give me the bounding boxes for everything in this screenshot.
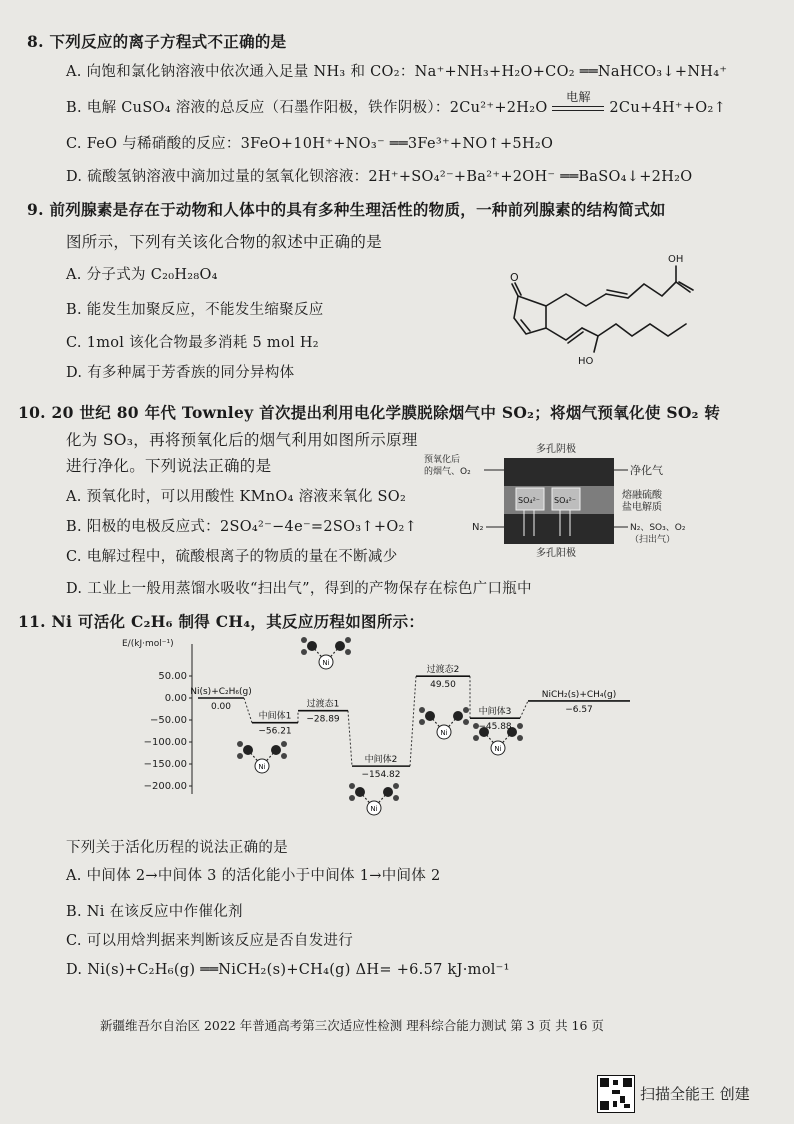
- outlet-sweep-gas: N₂、SO₃、O₂: [630, 523, 686, 533]
- q9-option-c: C. 1mol 该化合物最多消耗 5 mol H₂: [66, 335, 319, 351]
- state-name: NiCH₂(s)+CH₄(g): [541, 689, 617, 700]
- cathode-label: 多孔阴极: [536, 444, 576, 455]
- transition-path: [520, 701, 528, 718]
- y-tick-label: −100.00: [143, 737, 187, 748]
- hydrogen-atom: [349, 783, 355, 789]
- hydrogen-atom: [393, 795, 399, 801]
- molecule-sketch: [301, 637, 351, 669]
- y-tick-label: −50.00: [149, 715, 187, 726]
- y-tick-label: 0.00: [164, 693, 187, 704]
- q9-ketone-o: O: [510, 271, 519, 284]
- q11-option-d: D. Ni(s)+C₂H₆(g) ══NiCH₂(s)+CH₄(g) ΔH= +6.57 kJ·mol⁻¹: [66, 962, 510, 978]
- hydrogen-atom: [473, 735, 479, 741]
- q9-stem-line2: 图所示，下列有关该化合物的叙述中正确的是: [66, 233, 383, 251]
- q9-oh-label: OH: [668, 254, 684, 265]
- carbon-atom: [335, 641, 345, 651]
- nickel-label: Ni: [322, 659, 330, 667]
- carbon-atom: [243, 745, 253, 755]
- sulfate-ion-2: SO₄²⁻: [554, 496, 577, 505]
- q9-option-d: D. 有多种属于芳香族的同分异构体: [66, 365, 295, 381]
- q8-option-c: C. FeO 与稀硝酸的反应：3FeO+10H⁺+NO₃⁻ ══3Fe³⁺+NO↑+5H₂O: [66, 136, 554, 152]
- state-value: −45.88: [478, 722, 512, 733]
- state-name: 中间体3: [478, 707, 512, 718]
- energy-profile-chart: [120, 636, 640, 826]
- q10-option-b: B. 阳极的电极反应式：2SO₄²⁻−4e⁻=2SO₃↑+O₂↑: [66, 519, 418, 535]
- hydrogen-atom: [517, 723, 523, 729]
- prostaglandin-structure: [490, 244, 700, 374]
- nickel-label: Ni: [494, 745, 502, 753]
- nickel-label: Ni: [370, 805, 378, 813]
- q9-option-a: A. 分子式为 C₂₀H₂₈O₄: [66, 267, 218, 283]
- q10-stem-line1: 10. 20 世纪 80 年代 Townley 首次提出利用电化学膜脱除烟气中 SO₂；将烟气预氧化使 SO₂ 转: [18, 403, 721, 422]
- qr-code-icon: [597, 1075, 635, 1113]
- scanner-watermark: 扫描全能王 创建: [640, 1085, 750, 1103]
- carbon-atom: [425, 711, 435, 721]
- q11-subquestion: 下列关于活化历程的说法正确的是: [66, 840, 288, 856]
- q8-option-b-lhs: B. 电解 CuSO₄ 溶液的总反应（石墨作阳极，铁作阴极）：2Cu²⁺+2H₂O: [66, 100, 548, 116]
- q8-electrolysis-arrow: [552, 90, 604, 111]
- carbon-atom: [383, 787, 393, 797]
- page-footer: 新疆维吾尔自治区 2022 年普通高考第三次适应性检测 理科综合能力测试 第 3 页 共 16 页: [100, 1018, 604, 1033]
- inlet-label-2: 的烟气、O₂: [424, 467, 471, 477]
- state-value: −28.89: [306, 714, 340, 725]
- sulfate-ion-1: SO₄²⁻: [518, 496, 541, 505]
- q8-option-d: D. 硫酸氢钠溶液中滴加过量的氢氧化钡溶液：2H⁺+SO₄²⁻+Ba²⁺+2OH⁻ ══BaSO₄↓+2H₂O: [66, 169, 693, 185]
- carbon-atom: [453, 711, 463, 721]
- nickel-label: Ni: [258, 763, 266, 771]
- carbon-atom: [271, 745, 281, 755]
- transition-path: [410, 676, 416, 766]
- hydrogen-atom: [349, 795, 355, 801]
- q8-stem: 8. 下列反应的离子方程式不正确的是: [27, 32, 287, 51]
- hydrogen-atom: [463, 719, 469, 725]
- state-name: 过渡态2: [426, 665, 460, 676]
- molecule-sketch: [419, 707, 469, 739]
- q10-option-a: A. 预氧化时，可以用酸性 KMnO₄ 溶液来氧化 SO₂: [66, 489, 407, 505]
- carbon-atom: [307, 641, 317, 651]
- state-value: 49.50: [430, 680, 456, 691]
- state-value: −6.57: [565, 704, 593, 715]
- q9-option-b: B. 能发生加聚反应，不能发生缩聚反应: [66, 302, 324, 318]
- hydrogen-atom: [463, 707, 469, 713]
- q10-option-c: C. 电解过程中，硫酸根离子的物质的量在不断减少: [66, 549, 398, 565]
- q10-option-d: D. 工业上一般用蒸馏水吸收“扫出气”，得到的产物保存在棕色广口瓶中: [66, 581, 532, 597]
- molecule-sketch: [349, 783, 399, 815]
- hydrogen-atom: [393, 783, 399, 789]
- y-tick-label: −150.00: [143, 759, 187, 770]
- state-name: 中间体2: [364, 755, 398, 766]
- state-name: Ni(s)+C₂H₆(g): [190, 687, 252, 697]
- n2-inlet: N₂: [472, 522, 484, 533]
- transition-path: [244, 698, 252, 723]
- hydrogen-atom: [281, 753, 287, 759]
- q10-stem-line2: 化为 SO₃，再将预氧化后的烟气利用如图所示原理: [66, 431, 418, 449]
- hydrogen-atom: [419, 719, 425, 725]
- q10-stem-line3: 进行净化。下列说法正确的是: [66, 457, 272, 475]
- molecule-sketch: [237, 741, 287, 773]
- state-name: 过渡态1: [306, 699, 340, 710]
- transition-path: [348, 711, 352, 766]
- q11-option-b: B. Ni 在该反应中作催化剂: [66, 904, 243, 920]
- state-name: 中间体1: [258, 711, 292, 722]
- outlet-clean-gas: 净化气: [630, 464, 663, 477]
- q11-option-a: A. 中间体 2→中间体 3 的活化能小于中间体 1→中间体 2: [66, 868, 441, 884]
- nickel-label: Ni: [440, 729, 448, 737]
- y-tick-label: −200.00: [143, 781, 187, 792]
- hydrogen-atom: [345, 637, 351, 643]
- electrolysis-cell-diagram: [424, 440, 694, 558]
- q9-stem-line1: 9. 前列腺素是存在于动物和人体中的具有多种生理活性的物质，一种前列腺素的结构简式如: [27, 200, 666, 219]
- hydrogen-atom: [237, 753, 243, 759]
- hydrogen-atom: [301, 637, 307, 643]
- q9-ho-label: HO: [578, 356, 594, 367]
- inlet-label-1: 预氧化后: [424, 455, 461, 465]
- state-value: −154.82: [361, 770, 401, 781]
- anode-label: 多孔阳极: [536, 548, 576, 558]
- q8-option-a: A. 向饱和氯化钠溶液中依次通入足量 NH₃ 和 CO₂：Na⁺+NH₃+H₂O+CO₂ ══NaHCO₃↓+NH₄⁺: [66, 64, 728, 80]
- y-axis-label: E/(kJ·mol⁻¹): [122, 639, 174, 649]
- state-value: 0.00: [210, 702, 232, 712]
- y-tick-label: 50.00: [158, 671, 187, 682]
- carbon-atom: [355, 787, 365, 797]
- hydrogen-atom: [301, 649, 307, 655]
- electrolyte-label-2: 盐电解质: [622, 502, 662, 513]
- hydrogen-atom: [237, 741, 243, 747]
- q8-option-b-rhs: 2Cu+4H⁺+O₂↑: [609, 100, 727, 116]
- outlet-sweep-note: （扫出气）: [630, 535, 676, 545]
- hydrogen-atom: [517, 735, 523, 741]
- state-value: −56.21: [258, 726, 292, 737]
- q11-option-c: C. 可以用焓判据来判断该反应是否自发进行: [66, 933, 354, 949]
- hydrogen-atom: [419, 707, 425, 713]
- q8-option-b: [66, 90, 727, 118]
- hydrogen-atom: [281, 741, 287, 747]
- hydrogen-atom: [345, 649, 351, 655]
- electrolyte-label-1: 熔融硫酸: [622, 490, 662, 501]
- q11-stem: 11. Ni 可活化 C₂H₆ 制得 CH₄，其反应历程如图所示：: [18, 612, 425, 631]
- q8-electrolysis-condition: 电解: [566, 90, 591, 104]
